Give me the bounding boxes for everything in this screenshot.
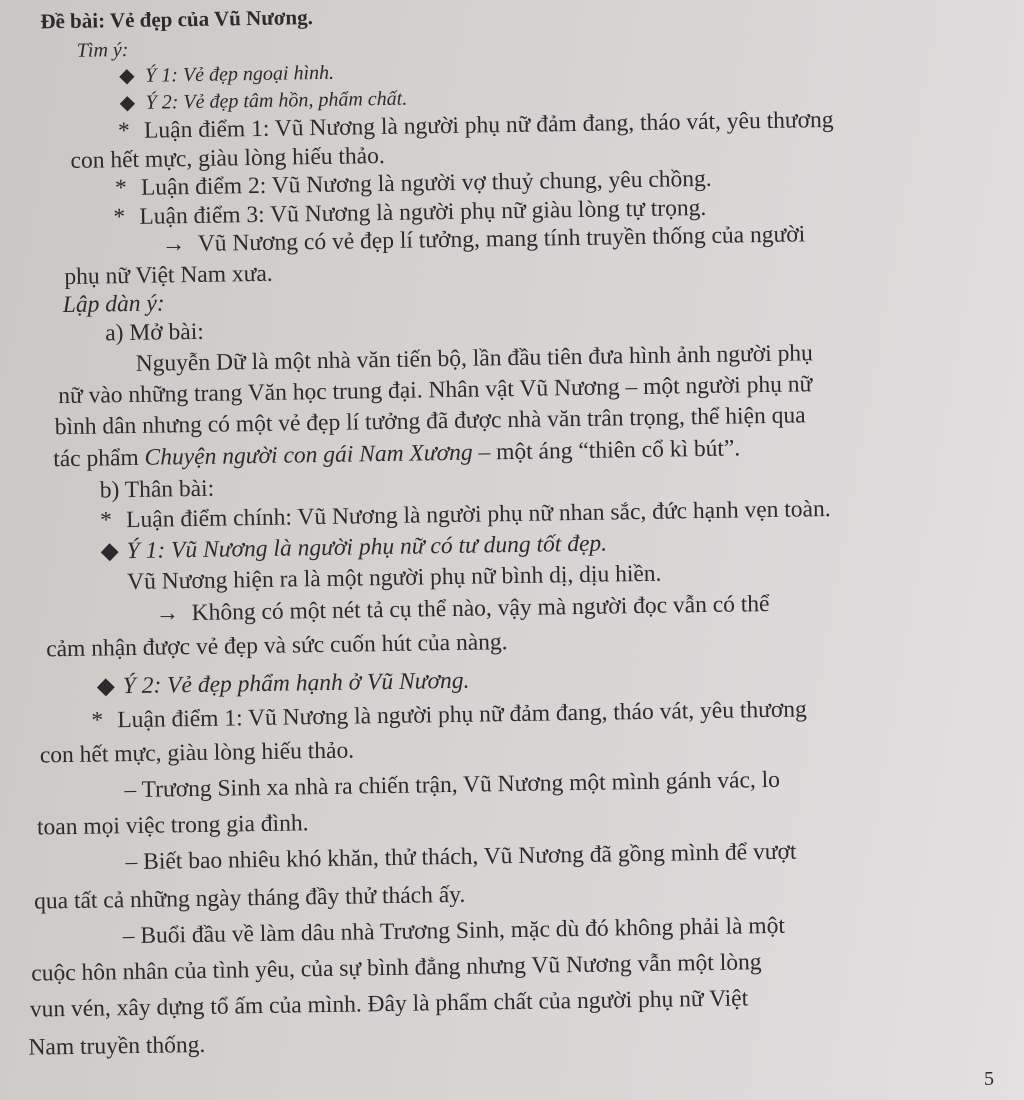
list-item: * Luận điểm 1: Vũ Nương là người phụ nữ đảm đang, tháo vát, yêu thương [91, 696, 808, 734]
list-item: ◆ Ý 2: Vẻ đẹp phẩm hạnh ở Vũ Nương. [96, 667, 470, 700]
dan-y-heading: Lập dàn ý: [62, 290, 165, 319]
conclusion-line: → Không có một nét tả cụ thể nào, vậy mà người đọc vẫn có thể [155, 590, 770, 627]
diamond-bullet-icon: ◆ [100, 538, 119, 565]
star-bullet-icon: * [117, 117, 131, 145]
list-item: ◆ Ý 1: Vũ Nương là người phụ nữ có tư dung tốt đẹp. [100, 530, 608, 565]
arrow-right-icon: → [155, 600, 180, 627]
text-line: phụ nữ Việt Nam xưa. [64, 260, 273, 291]
list-item: * Luận điểm chính: Vũ Nương là người phụ nữ nhan sắc, đức hạnh vẹn toàn. [99, 496, 831, 534]
star-bullet-icon: * [113, 204, 126, 231]
star-bullet-icon: * [91, 707, 104, 734]
text-line: – Trương Sinh xa nhà ra chiến trận, Vũ Nương một mình gánh vác, lo [124, 766, 781, 804]
text-line: Vũ Nương hiện ra là một người phụ nữ bình dị, dịu hiền. [126, 560, 662, 596]
text-line: qua tất cả những ngày tháng đầy thử thách ấy. [33, 881, 466, 915]
list-item: * Luận điểm 2: Vũ Nương là người vợ thuỷ chung, yêu chồng. [114, 165, 712, 202]
tim-y-heading: Tìm ý: [76, 38, 129, 62]
diamond-bullet-icon: ◆ [96, 673, 116, 700]
text-line: bình dân nhưng có một vẻ đẹp lí tưởng đã được nhà văn trân trọng, thể hiện qua [54, 402, 806, 441]
section-heading: a) Mở bài: [105, 318, 205, 347]
star-bullet-icon: * [99, 507, 113, 534]
page-title: Đề bài: Vẻ đẹp của Vũ Nương. [40, 5, 314, 34]
text-line: – Biết bao nhiêu khó khăn, thử thách, Vũ Nương đã gồng mình để vượt [125, 838, 797, 876]
text-line: tác phẩm Chuyện người con gái Nam Xương – một áng “thiên cổ kì bút”. [53, 435, 741, 473]
text-line: Nam truyền thống. [28, 1031, 206, 1061]
text-line: cảm nhận được vẻ đẹp và sức cuốn hút của nàng. [46, 629, 508, 663]
work-title: Chuyện người con gái Nam Xương [144, 439, 473, 471]
diamond-bullet-icon: ◆ [119, 64, 135, 88]
text-line: toan mọi việc trong gia đình. [36, 810, 309, 841]
conclusion-line: → Vũ Nương có vẻ đẹp lí tưởng, mang tính truyền thống của người [161, 221, 806, 258]
list-item: * Luận điểm 3: Vũ Nương là người phụ nữ giàu lòng tự trọng. [113, 194, 707, 231]
section-heading: b) Thân bài: [99, 475, 215, 504]
list-item: * Luận điểm 1: Vũ Nương là người phụ nữ đảm đang, tháo vát, yêu thương [117, 106, 834, 145]
star-bullet-icon: * [114, 175, 127, 202]
text-line: vun vén, xây dựng tổ ấm của mình. Đây là phẩm chất của người phụ nữ Việt [29, 985, 749, 1023]
page-number: 5 [984, 1068, 994, 1090]
list-item: ◆ Ý 1: Vẻ đẹp ngoại hình. [119, 59, 334, 90]
list-item: ◆ Ý 2: Vẻ đẹp tâm hồn, phẩm chất. [119, 85, 407, 118]
text-line: Nguyễn Dữ là một nhà văn tiến bộ, lần đầu tiên đưa hình ảnh người phụ [135, 340, 814, 377]
text-line: con hết mực, giàu lòng hiếu thảo. [39, 737, 355, 769]
text-line: cuộc hôn nhân của tình yêu, của sự bình đẳng nhưng Vũ Nương vẫn một lòng [31, 949, 762, 987]
text-line: – Buổi đầu về làm dâu nhà Trương Sinh, mặc dù đó không phải là một [122, 912, 786, 950]
arrow-right-icon: → [161, 231, 186, 258]
text-line: con hết mực, giàu lòng hiếu thảo. [70, 142, 385, 174]
diamond-bullet-icon: ◆ [119, 91, 136, 115]
text-line: nữ vào những trang Văn học trung đại. Nhân vật Vũ Nương – một người phụ nữ [58, 371, 813, 410]
